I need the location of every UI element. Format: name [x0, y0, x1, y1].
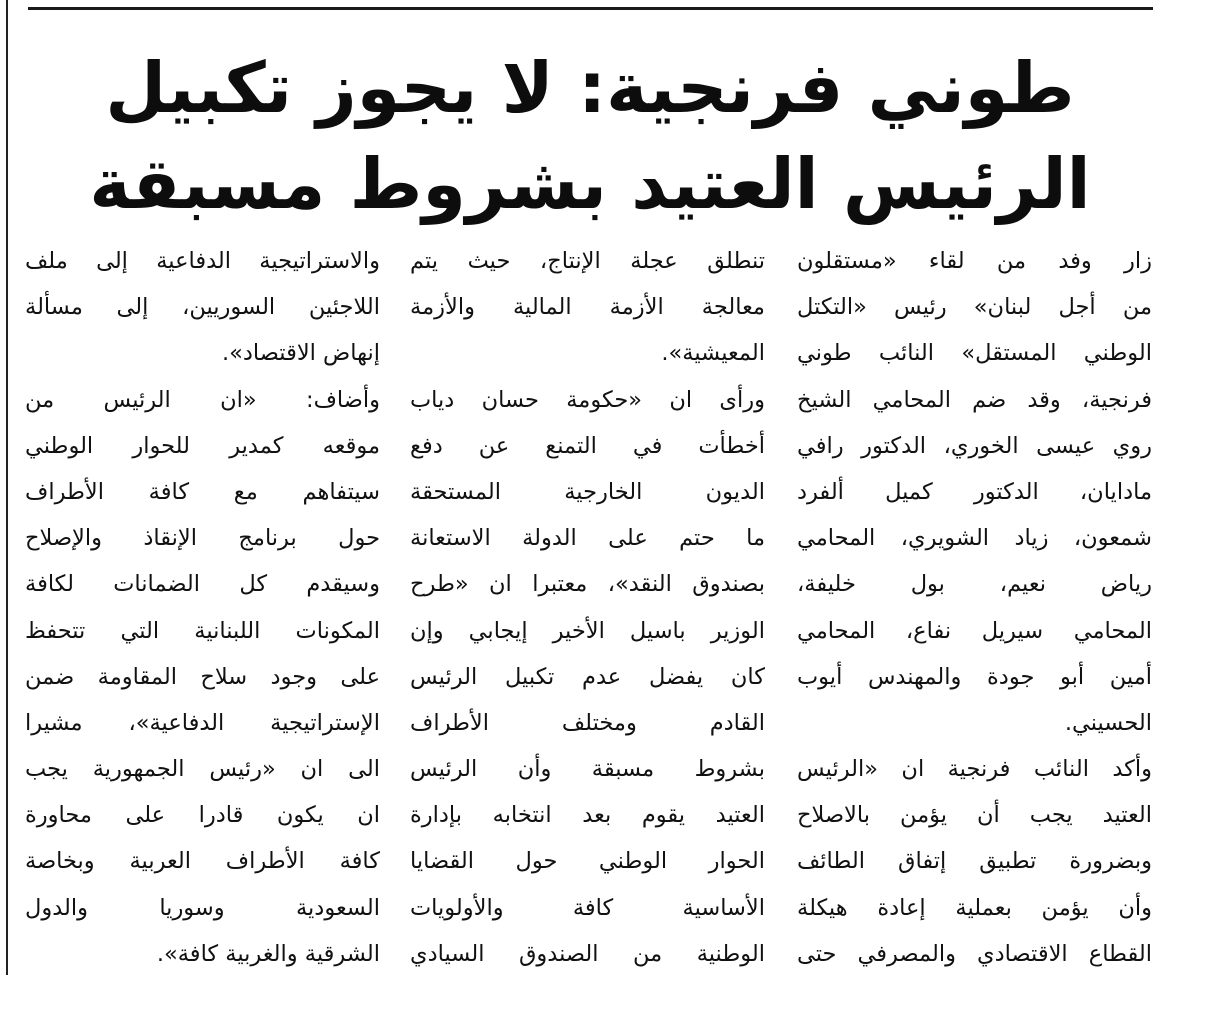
text-line: كان يفضل عدم تكبيل الرئيس [410, 663, 765, 690]
text-line: والاستراتيجية الدفاعية إلى ملف [25, 248, 380, 274]
text-line: الحسيني. [1064, 709, 1152, 736]
text-line: أمين أبو جودة والمهندس أيوب [797, 663, 1152, 690]
text-line: اللاجئين السوريين، إلى مسألة [25, 294, 380, 321]
text-line: ورأى ان «حكومة حسان دياب [410, 386, 765, 413]
text-line: بشروط مسبقة وأن الرئيس [410, 756, 765, 783]
top-rule [28, 7, 1153, 10]
text-line: الحوار الوطني حول القضايا [410, 848, 765, 875]
text-line: الوزير باسيل الأخير إيجابي وإن [410, 617, 765, 644]
text-line: على وجود سلاح المقاومة ضمن [25, 663, 380, 690]
text-line: العتيد يقوم بعد انتخابه بإدارة [410, 802, 765, 829]
text-line: ما حتم على الدولة الاستعانة [410, 525, 765, 552]
headline-line-1: طوني فرنجية: لا يجوز تكبيل [105, 47, 1075, 129]
text-line: كافة الأطراف العربية وبخاصة [25, 848, 380, 875]
text-line: الديون الخارجية المستحقة [410, 478, 765, 505]
text-line: وأن يؤمن بعملية إعادة هيكلة [797, 894, 1152, 921]
text-line: الوطني المستقل» النائب طوني [797, 340, 1152, 367]
text-line: معالجة الأزمة المالية والأزمة [410, 294, 765, 321]
article-column-middle [410, 238, 765, 977]
text-line: إنهاض الاقتصاد». [221, 340, 380, 367]
headline-line-2: الرئيس العتيد بشروط مسبقة [89, 143, 1091, 225]
headline [40, 40, 1140, 232]
text-line: المعيشية». [661, 340, 765, 367]
text-line: سيتفاهم مع كافة الأطراف [25, 478, 380, 505]
text-line: المكونات اللبنانية التي تتحفظ [25, 617, 380, 644]
text-line: الأساسية كافة والأولويات [410, 894, 765, 921]
text-line: وأكد النائب فرنجية ان «الرئيس [797, 756, 1152, 783]
text-line: مادايان، الدكتور كميل ألفرد [797, 478, 1152, 505]
text-line: الشرقية والغربية كافة». [156, 940, 380, 967]
text-line: وأضاف: «ان الرئيس من [25, 386, 380, 413]
text-line: شمعون، زياد الشويري، المحامي [797, 525, 1152, 552]
text-line: بصندوق النقد»، معتبرا ان «طرح [410, 571, 765, 598]
text-line: حول برنامج الإنقاذ والإصلاح [25, 525, 380, 552]
text-line: من أجل لبنان» رئيس «التكتل [797, 294, 1152, 321]
text-line: الإستراتيجية الدفاعية»، مشيرا [25, 709, 380, 736]
text-line: أخطأت في التمنع عن دفع [410, 432, 765, 459]
text-line: تنطلق عجلة الإنتاج، حيث يتم [410, 248, 765, 274]
text-line: وبضرورة تطبيق إتفاق الطائف [797, 848, 1152, 875]
text-line: الوطنية من الصندوق السيادي [410, 940, 765, 967]
text-line: موقعه كمدير للحوار الوطني [25, 432, 380, 459]
article-column-left [25, 238, 380, 977]
text-line: المحامي سيريل نفاع، المحامي [797, 617, 1152, 644]
text-line: فرنجية، وقد ضم المحامي الشيخ [797, 386, 1152, 413]
article-column-right [797, 238, 1152, 977]
text-line: رياض نعيم، بول خليفة، [797, 571, 1152, 598]
text-line: زار وفد من لقاء «مستقلون [797, 248, 1152, 274]
text-line: الى ان «رئيس الجمهورية يجب [25, 756, 380, 783]
text-line: السعودية وسوريا والدول [25, 894, 380, 921]
text-line: وسيقدم كل الضمانات لكافة [25, 571, 380, 598]
text-line: ان يكون قادرا على محاورة [25, 802, 380, 829]
text-line: القطاع الاقتصادي والمصرفي حتى [797, 940, 1152, 967]
left-column-rule [6, 0, 8, 975]
text-line: العتيد يجب أن يؤمن بالاصلاح [797, 802, 1152, 829]
text-line: روي عيسى الخوري، الدكتور رافي [797, 432, 1152, 459]
text-line: القادم ومختلف الأطراف [410, 709, 765, 736]
